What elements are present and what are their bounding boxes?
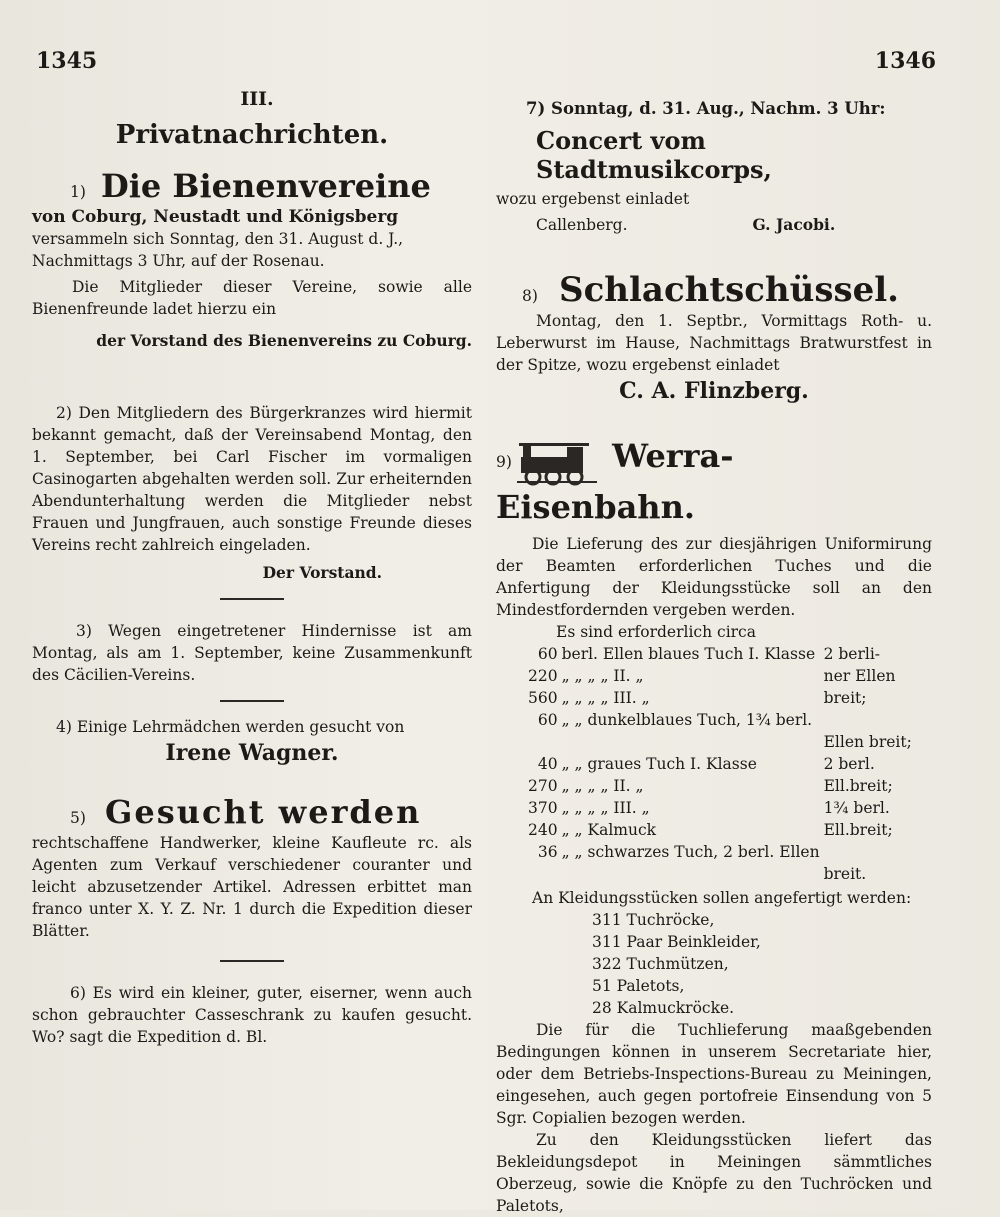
- cloth-desc: „ „ „ „ II. „: [561, 776, 644, 795]
- cloth-qty: 40: [537, 754, 558, 773]
- notice-text: Die Lieferung des zur diesjährigen Uniformirung der Beamten erforderlichen Tuches und die Anfertigung der Kleidungsstücke soll an den Mindestfordernden vergeben werden.: [496, 534, 932, 619]
- notice-text: Montag, den 1. Septbr., Vormittags Roth- u. Leberwurst im Hause, Nachmittags Bratwurstfest in der Spitze, wozu ergebenst einladet: [496, 312, 932, 374]
- notice-signature: der Vorstand des Bienenvereins zu Coburg.: [96, 331, 472, 350]
- notice-signature: Der Vorstand.: [262, 563, 382, 582]
- cloth-row: [526, 731, 914, 753]
- notice-signature: Irene Wagner.: [165, 740, 339, 766]
- right-column: [496, 98, 932, 1217]
- cloth-width: breit.: [823, 864, 867, 883]
- cloth-desc: „ „ schwarzes Tuch, 2 berl. Ellen: [561, 842, 820, 861]
- notice-line: von Coburg, Neustadt und Königsberg: [32, 207, 399, 227]
- cloth-row: [526, 797, 914, 819]
- notice-7: [496, 98, 932, 236]
- cloth-width: Ell.breit;: [823, 820, 893, 839]
- cloth-width: 1¾ berl.: [823, 798, 890, 817]
- notice-signature: G. Jacobi.: [752, 215, 836, 234]
- item-line: 28 Kalmuckröcke.: [592, 998, 735, 1017]
- cloth-desc: „ „ „ „ III. „: [561, 798, 650, 817]
- cloth-desc: [560, 863, 822, 885]
- notice-text: rechtschaffene Handwerker, kleine Kaufleute rc. als Agenten zum Verkauf verschiedener couranter und leicht abzusetzender Artikel. Adressen erbittet man franco unter X. Y. Z. Nr. 1 durch die Expedition dieser Blätter.: [32, 834, 472, 940]
- cloth-desc: [560, 731, 822, 753]
- notice-text: Die für die Tuchlieferung maaßgebenden Bedingungen können in unserem Secretariate hier, oder dem Betriebs-Inspections-Bureau zu Meiningen, eingesehen, auch gegen portofreie Einsendung von 5 Sgr. Copialien bezogen werden.: [496, 1020, 932, 1127]
- item-line: 51 Paletots,: [592, 976, 685, 995]
- cloth-qty: [526, 863, 560, 885]
- notice-text: 4) Einige Lehrmädchen werden gesucht von: [56, 718, 405, 736]
- notice-heading: Die Bienenvereine: [101, 167, 431, 205]
- cloth-qty: 60: [537, 644, 558, 663]
- notice-signature: Callenberg.: [536, 216, 628, 234]
- locomotive-icon: [517, 439, 597, 487]
- cloth-row: [526, 863, 914, 885]
- cloth-row: [526, 841, 914, 863]
- divider: [220, 960, 284, 962]
- notice-line: Nachmittags 3 Uhr, auf der Rosenau.: [32, 252, 325, 270]
- cloth-width: 2 berli-: [823, 644, 881, 663]
- notice-heading: Werra-Eisenbahn.: [496, 437, 734, 526]
- cloth-qty: 220: [528, 666, 558, 685]
- cloth-row: [526, 687, 914, 709]
- notice-line: 7) Sonntag, d. 31. Aug., Nachm. 3 Uhr:: [526, 99, 886, 118]
- notice-signature: C. A. Flinzberg.: [619, 378, 809, 404]
- cloth-width: [822, 709, 914, 731]
- cloth-qty: 36: [537, 842, 558, 861]
- notice-text: Zu den Kleidungsstücken liefert das Bekleidungsdepot in Meiningen sämmtliches Oberzeug, sowie die Knöpfe zu den Tuchröcken und Paletots,: [496, 1130, 932, 1215]
- cloth-row: [526, 753, 914, 775]
- notice-line: Es sind erforderlich circa: [556, 622, 756, 641]
- notice-2: [32, 402, 472, 584]
- items-list: [592, 909, 932, 1019]
- item-line: 311 Tuchröcke,: [592, 910, 715, 929]
- notice-8: [496, 270, 932, 402]
- cloth-width: ner Ellen: [823, 666, 896, 685]
- cloth-width: Ell.breit;: [823, 776, 893, 795]
- cloth-desc: „ „ graues Tuch I. Klasse: [561, 754, 757, 773]
- item-line: 311 Paar Beinkleider,: [592, 932, 761, 951]
- cloth-qty: [526, 731, 560, 753]
- notice-line: An Kleidungsstücken sollen angefertigt werden:: [532, 888, 912, 907]
- notice-line: versammeln sich Sonntag, den 31. August d. J.,: [32, 230, 404, 248]
- notice-heading: Gesucht werden: [105, 793, 422, 831]
- cloth-row: [526, 665, 914, 687]
- notice-text: 2) Den Mitgliedern des Bürgerkranzes wird hiermit bekannt gemacht, daß der Vereinsabend Montag, den 1. September, bei Carl Fischer im vormaligen Casinogarten abgehalten werden soll. Zur erheiternden Abendunterhaltung werden die Mitglieder nebst Frauen und Jungfrauen, auch sonstige Freunde dieses Vereins recht zahlreich eingeladen.: [32, 404, 472, 554]
- notice-heading: Schlachtschüssel.: [559, 270, 900, 310]
- notice-text: Die Mitglieder dieser Vereine, sowie alle Bienenfreunde ladet hierzu ein: [32, 278, 472, 318]
- cloth-row: [526, 775, 914, 797]
- cloth-desc: „ „ „ „ II. „: [561, 666, 644, 685]
- notice-number: 8): [522, 287, 538, 305]
- item-line: 322 Tuchmützen,: [592, 954, 729, 973]
- section-number: III.: [240, 88, 274, 110]
- cloth-qty: 60: [537, 710, 558, 729]
- notice-6: 6) Es wird ein kleiner, guter, eiserner, wenn auch schon gebrauchter Casseschrank zu kaufen gesucht. Wo? sagt die Expedition d. Bl.: [32, 984, 472, 1046]
- cloth-qty: 270: [528, 776, 558, 795]
- cloth-qty: 370: [528, 798, 558, 817]
- notice-1: [32, 166, 472, 352]
- cloth-width: Ellen breit;: [823, 732, 912, 751]
- divider: [220, 700, 284, 702]
- cloth-qty: 560: [528, 688, 558, 707]
- divider: [220, 598, 284, 600]
- cloth-width: [822, 841, 914, 863]
- cloth-table: [526, 643, 914, 885]
- notice-number: 5): [70, 809, 86, 827]
- notice-9: [496, 436, 932, 1217]
- cloth-row: [526, 643, 914, 665]
- notice-3: 3) Wegen eingetretener Hindernisse ist am Montag, als am 1. September, keine Zusammenkunft des Cäcilien-Vereins.: [32, 622, 472, 684]
- page-number-left: 1345: [36, 48, 98, 74]
- cloth-desc: „ „ dunkelblaues Tuch, 1¾ berl.: [561, 710, 813, 729]
- notice-line: wozu ergebenst einladet: [496, 190, 690, 208]
- cloth-width: breit;: [823, 688, 867, 707]
- cloth-row: [526, 819, 914, 841]
- notice-number: 9): [496, 453, 512, 471]
- section-title: Privatnachrichten.: [115, 120, 389, 150]
- left-column: [32, 88, 472, 1048]
- notice-number: 1): [70, 183, 86, 201]
- cloth-qty: 240: [528, 820, 558, 839]
- cloth-width: 2 berl.: [823, 754, 875, 773]
- notice-4: [32, 716, 472, 764]
- cloth-desc: „ „ „ „ III. „: [561, 688, 650, 707]
- cloth-desc: „ „ Kalmuck: [561, 820, 657, 839]
- page-number-right: 1346: [874, 48, 936, 74]
- cloth-row: [526, 709, 914, 731]
- notice-5: [32, 792, 472, 942]
- notice-heading: Concert vom Stadtmusikcorps,: [536, 126, 772, 184]
- cloth-desc: berl. Ellen blaues Tuch I. Klasse: [561, 644, 816, 663]
